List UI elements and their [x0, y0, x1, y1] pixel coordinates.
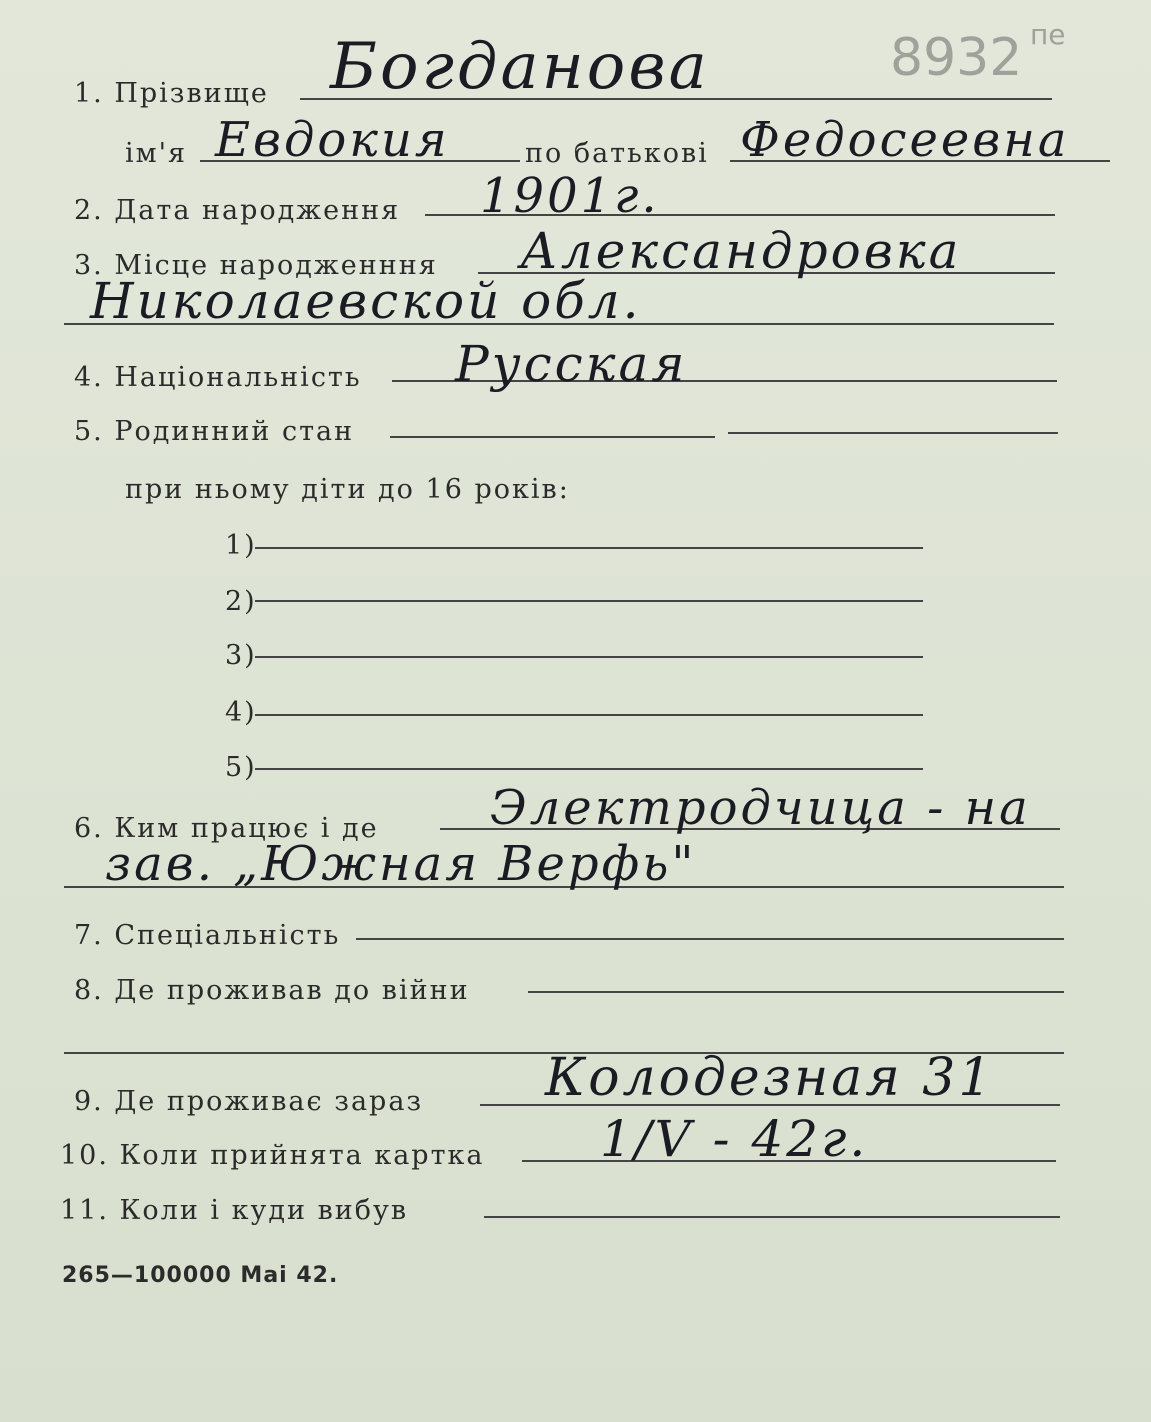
- prewar-label: 8. Де проживав до війни: [74, 975, 470, 1006]
- surname-value: Богданова: [330, 30, 710, 104]
- print-run-note: 265—100000 Mai 42.: [62, 1263, 339, 1288]
- birth-place-label: 3. Місце народженння: [74, 250, 438, 281]
- family-label: 5. Родинний стан: [74, 416, 355, 447]
- children-label: при ньому діти до 16 років:: [125, 474, 570, 505]
- left-label: 11. Коли і куди вибув: [60, 1195, 409, 1226]
- child-2-label: 2): [225, 586, 257, 617]
- birth-place-value-2: Николаевской обл.: [90, 272, 642, 330]
- child-2-line: [255, 600, 923, 602]
- birth-date-value: 1901г.: [480, 168, 660, 224]
- patronymic-value: Федосеевна: [740, 112, 1070, 168]
- stamp-number: 8932: [890, 28, 1023, 88]
- work-value: Электродчица - на: [490, 780, 1031, 836]
- left-line: [484, 1216, 1060, 1218]
- birth-place-value: Александровка: [520, 222, 962, 280]
- card-label: 10. Коли прийнята картка: [60, 1140, 485, 1171]
- child-4-line: [255, 714, 923, 716]
- specialty-label: 7. Спеціальність: [74, 920, 341, 951]
- stamp-suffix: пе: [1030, 18, 1066, 51]
- nationality-value: Русская: [455, 335, 688, 393]
- child-5-line: [255, 768, 923, 770]
- family-line-a: [390, 436, 715, 438]
- child-3-label: 3): [225, 640, 257, 671]
- family-line-b: [728, 432, 1058, 434]
- child-1-line: [255, 547, 923, 549]
- current-label: 9. Де проживає зараз: [74, 1086, 424, 1117]
- surname-label: 1. Прізвище: [74, 78, 269, 109]
- work-label: 6. Ким працює і де: [74, 813, 379, 844]
- card-value: 1/V - 42г.: [600, 1110, 869, 1168]
- nationality-label: 4. Національність: [74, 362, 362, 393]
- child-3-line: [255, 656, 923, 658]
- child-4-label: 4): [225, 697, 257, 728]
- work-value-2: зав. „Южная Верфь": [105, 836, 697, 892]
- child-1-label: 1): [225, 530, 257, 561]
- patronymic-label: по батькові: [525, 138, 709, 169]
- child-5-label: 5): [225, 752, 257, 783]
- prewar-line: [528, 991, 1064, 993]
- birth-date-label: 2. Дата народження: [74, 195, 401, 226]
- name-label: ім'я: [125, 138, 188, 169]
- current-value: Колодезная 31: [545, 1048, 995, 1108]
- specialty-line: [356, 938, 1064, 940]
- name-value: Евдокия: [215, 112, 450, 168]
